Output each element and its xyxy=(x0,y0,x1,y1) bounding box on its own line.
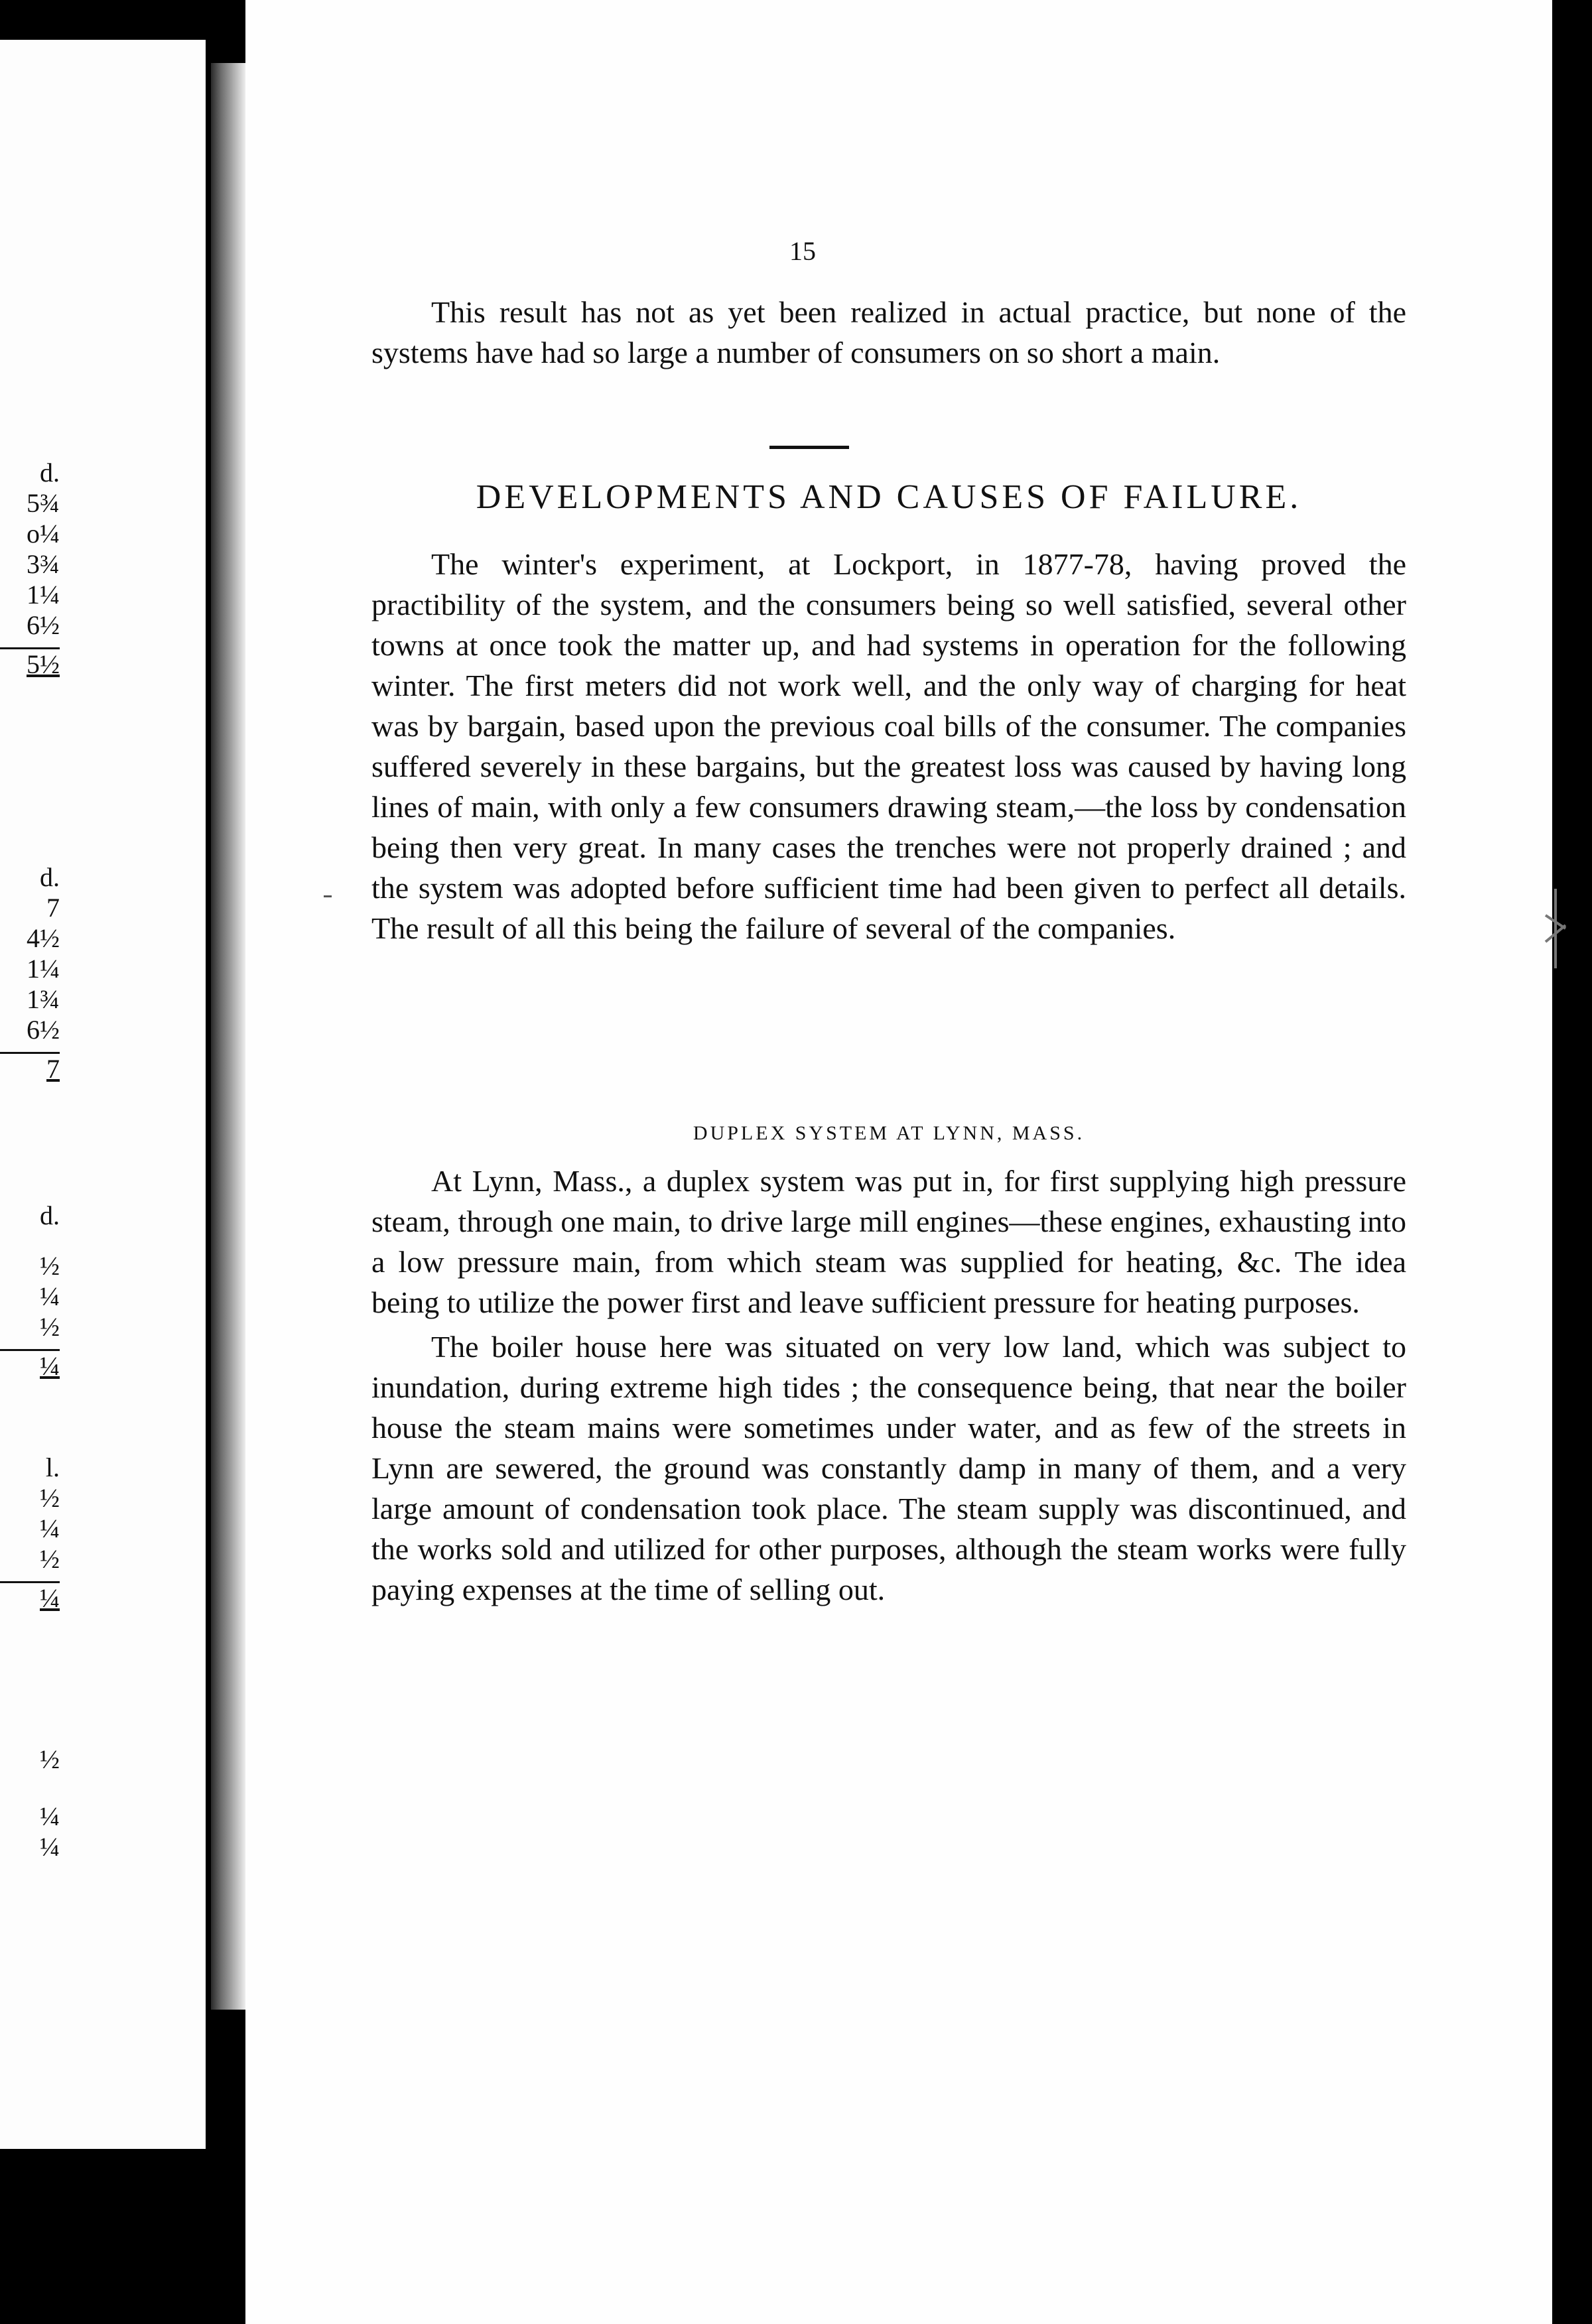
facing-page xyxy=(0,40,206,2149)
margin-figure: d. xyxy=(40,1200,60,1230)
subsection-heading: DUPLEX SYSTEM AT LYNN, MASS. xyxy=(693,1122,1085,1144)
margin-figure: ½ xyxy=(40,1251,60,1281)
section-heading: DEVELOPMENTS AND CAUSES OF FAILURE. xyxy=(476,478,1302,516)
page-edge xyxy=(1552,0,1592,2324)
margin-figure: ½ xyxy=(40,1483,60,1513)
subsection-body xyxy=(371,1161,1406,1610)
margin-total: ¼ xyxy=(0,1581,60,1614)
margin-figures-group-2 xyxy=(0,862,60,1084)
page xyxy=(245,0,1552,2324)
margin-figures-group-4 xyxy=(0,1452,60,1614)
margin-figure: 6½ xyxy=(27,1015,60,1045)
margin-figures-group-1 xyxy=(0,458,60,680)
margin-figure: ½ xyxy=(40,1544,60,1574)
margin-total: ¼ xyxy=(0,1349,60,1382)
margin-figure: d. xyxy=(40,862,60,892)
margin-total: 7 xyxy=(0,1052,60,1084)
margin-figure: ¼ xyxy=(40,1801,60,1831)
margin-figure: ¼ xyxy=(40,1281,60,1311)
margin-figures-group-3 xyxy=(0,1200,60,1382)
margin-figure: 1¼ xyxy=(27,954,60,984)
margin-figure: ½ xyxy=(40,1312,60,1342)
book-gutter xyxy=(211,63,245,2010)
intro-paragraph xyxy=(371,292,1406,373)
margin-figure: l. xyxy=(45,1452,60,1482)
paragraph-text: The boiler house here was situated on very low land, which was subject to inundation, during extreme high tides ; the consequence being, that near the boiler house the steam mains were sometimes under water, and as few of the streets in Lynn are sewered, the ground was constantly damp in many of them, and a very large amount of condensation took place. The steam supply was discontinued, and the works sold and utilized for other purposes, although the steam works were fully paying expenses at the time of selling out. xyxy=(371,1330,1406,1606)
stray-mark xyxy=(324,895,332,897)
margin-figures-group-5 xyxy=(0,1744,60,1862)
margin-figure: ¼ xyxy=(40,1832,60,1862)
margin-figure: 1¾ xyxy=(27,984,60,1014)
paragraph-text: The winter's experiment, at Lockport, in 1877-78, having proved the practibility of the system, and the consumers being so well satisfied, several other towns at once took the matter up, and had systems in operation for the following winter. The first meters did not work well, and the only way of charging for heat was by bargain, based upon the previous coal bills of the consumer. The companies suffered severely in these bargains, but the greatest loss was caused by having long lines of main, with only a few consumers drawing steam,—the loss by condensation being then very great. In many cases the trenches were not properly drained ; and the system was adopted before sufficient time had been given to perfect all details. The result of all this being the failure of several of the companies. xyxy=(371,547,1406,945)
margin-total: 5½ xyxy=(0,647,60,680)
section-body xyxy=(371,544,1406,948)
margin-figure: 3¾ xyxy=(27,549,60,579)
margin-figure: ½ xyxy=(40,1744,60,1774)
margin-figure: d. xyxy=(40,458,60,487)
margin-figure: 1¼ xyxy=(27,580,60,610)
margin-figure: o¼ xyxy=(27,519,60,549)
section-separator xyxy=(769,446,849,449)
page-number: 15 xyxy=(789,236,816,266)
margin-figure: ¼ xyxy=(40,1514,60,1543)
margin-figure: 4½ xyxy=(27,923,60,953)
paragraph-text: At Lynn, Mass., a duplex system was put in, for first supplying high pressure steam, through one main, to drive large mill engines—these engines, exhausting into a low pressure main, from which steam was supplied for heating, &c. The idea being to utilize the power first and leave sufficient pressure for heating purposes. xyxy=(371,1164,1406,1319)
paragraph-text: This result has not as yet been realized in actual practice, but none of the systems have had so large a number of consumers on so short a main. xyxy=(371,295,1406,369)
margin-figure: 5¾ xyxy=(27,488,60,518)
binding-mark-icon xyxy=(1542,889,1569,968)
margin-figure: 7 xyxy=(46,893,60,923)
margin-figure: 6½ xyxy=(27,610,60,640)
